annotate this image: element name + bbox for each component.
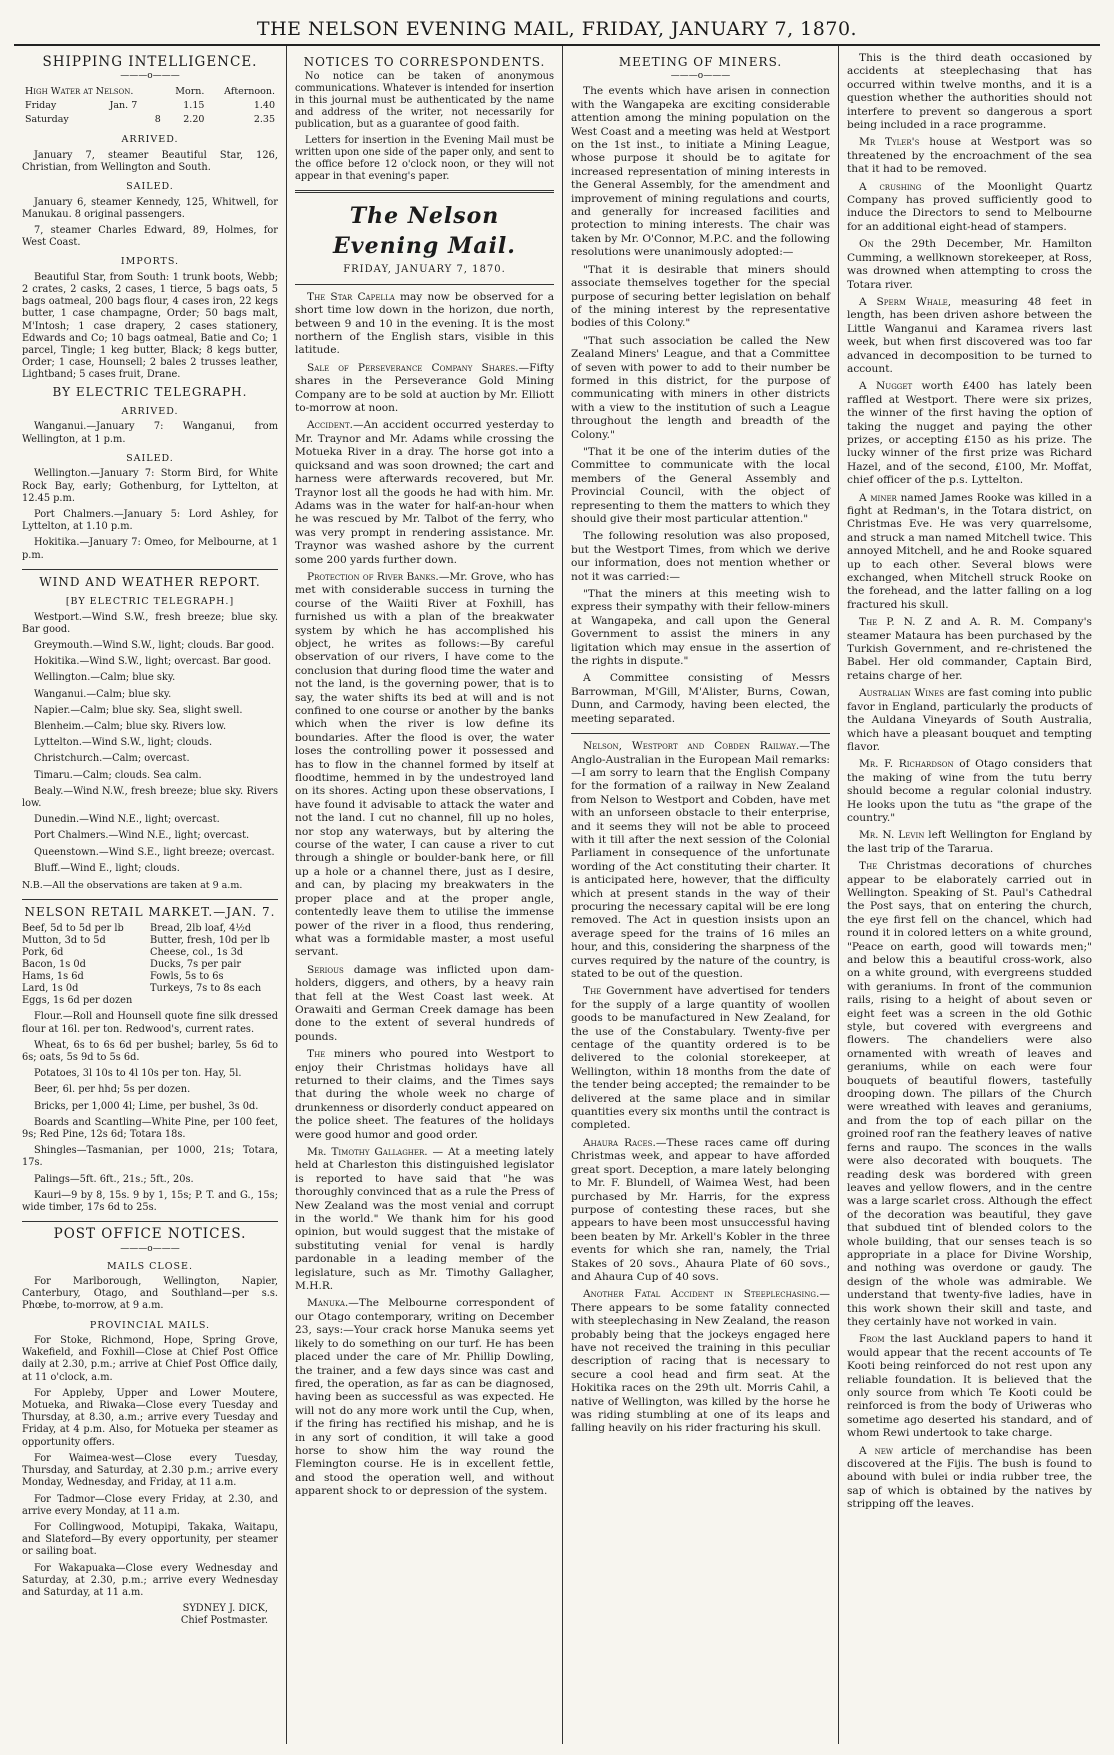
column-2 xyxy=(286,46,562,1744)
market-item: Cheese, col., 1s 3d xyxy=(150,947,244,959)
tide-after: 2.35 xyxy=(253,114,275,126)
tide-caption: High Water at Nelson. xyxy=(25,86,134,98)
weather-report: Napier.—Calm; blue sky. Sea, slight swell. xyxy=(34,704,243,716)
news-paragraph xyxy=(847,181,1092,235)
news-paragraph xyxy=(847,52,1092,132)
market-prices xyxy=(22,923,278,1007)
mail-entry: For Wakapuaka—Close every Wednesday and Saturday, at 2.30, p.m.; arrive every Wednesday and Saturday, at 11 a.m. xyxy=(22,1562,278,1598)
signature xyxy=(22,1603,278,1627)
paragraph-lead: The xyxy=(859,616,878,629)
correspondents-para: No notice can be taken of anonymous communications. Whatever is intended for insertion in this journal must be authenticated by the name and address of the writer, not necessarily for publication, but as a guarantee of good faith. xyxy=(295,71,554,131)
news-paragraph xyxy=(571,1137,830,1284)
rule-ornament: ———o——— xyxy=(120,71,180,82)
news-paragraph xyxy=(847,296,1092,376)
imports-label: IMPORTS. xyxy=(120,256,180,268)
paragraph-body: P. N. Z and A. R. M. Company's steamer Mataura has been purchased by the Turkish Government, and re-christened the Babel. Her old commander, Captain Bird, retains charge of her. xyxy=(847,616,1092,682)
market-note: Boards and Scantling—White Pine, per 100 feet, 9s; Red Pine, 12s 6d; Totara 18s. xyxy=(22,1116,278,1141)
tide-after: 1.40 xyxy=(253,100,275,112)
market-notes xyxy=(22,1011,278,1214)
news-paragraph xyxy=(295,964,554,1044)
paragraph-body: Government have advertised for tenders for the supply of a large quantity of woollen goods to be manufactured in New Zealand, for the use of the Constabulary. Twenty-five per centage of the quantity ordered is to be delivered to the colonial storekeeper, at Wellington, within 18 months from the date of the tender being accepted; the remainder to be delivered at the same place and in similar quantities every six months until the contract is completed. xyxy=(571,985,830,1132)
tel-arrived-label: ARRIVED. xyxy=(121,406,179,418)
tide-row xyxy=(22,99,278,113)
news-paragraph xyxy=(571,740,830,981)
news-paragraph xyxy=(295,1048,554,1142)
news-paragraph xyxy=(571,1288,830,1435)
miners-para: The events which have arisen in connection with the Wangapeka are exciting considerable attention among the mining population on the West Coast and a meeting was held at Westport on the 1st inst., to initiate a Mining League, whose purpose it should be to agitate for increased representation of mining interests in the General Assembly, for the amendment and improvement of mining regulations and courts, and generally for increased facilities and protection to mining interests. The chair was taken by Mr. O'Connor, M.P.C. and the following resolutions were unanimously adopted:— xyxy=(571,85,830,259)
masthead: THE NELSON EVENING MAIL, FRIDAY, JANUARY 7, 1870. xyxy=(14,14,1100,46)
paragraph-lead: The xyxy=(307,1048,326,1061)
market-item: Ducks, 7s per pair xyxy=(150,959,242,971)
column-3 xyxy=(562,46,838,1744)
weather-report: Lyttelton.—Wind S.W., light; clouds. xyxy=(34,737,213,749)
tel-arrived-entry: Wanganui.—January 7: Wanganui, from Wellington, at 1 p.m. xyxy=(22,421,278,445)
weather-report: Hokitika.—Wind S.W., light; overcast. Bar good. xyxy=(34,656,272,668)
weather-report: Westport.—Wind S.W., fresh breeze; blue sky. Bar good. xyxy=(22,611,278,635)
column-4 xyxy=(838,46,1100,1744)
market-list-left xyxy=(22,923,150,1007)
weather-report: Blenheim.—Calm; blue sky. Rivers low. xyxy=(34,720,227,732)
paragraph-body: article of merchandise has been discovered at the Fijis. The bush is found to abound with bulei or india rubber tree, the sap of which is obtained by the natives by stripping off the leaves. xyxy=(847,1444,1092,1511)
market-list-right xyxy=(150,923,278,1007)
miners-article xyxy=(571,85,830,726)
paragraph-body: —These races came off during Christmas week, and appear to have afforded great sport. Deception, a mare lately belonging to Mr. F. Blundell, of Waimea West, had been purchased by Mr. Harris, for the express purpose of contesting these races, but she appears to have been most unsuccessful having been beaten by Mr. Arkell's Kobler in the three events for which she ran, namely, the Trial Stakes of 20 sovs., Ahaura Plate of 60 sovs., and Ahaura Cup of 40 sovs. xyxy=(571,1136,830,1283)
mail-entry: For Appleby, Upper and Lower Moutere, Motueka, and Riwaka—Close every Tuesday and Thursday, at 8.30, a.m.; arrive every Tuesday and Friday, at 4 p.m. Also, for Motueka per steamer as opportunity offers. xyxy=(22,1387,278,1448)
market-note: Bricks, per 1,000 4l; Lime, per bushel, 3s 0d. xyxy=(34,1100,259,1112)
paragraph-body: —An accident occurred yesterday to Mr. Traynor and Mr. Adams while crossing the Motueka River in a dray. The horse got into a quicksand and was soon drowned; the cart and harness were afterwards recovered, but Mr. Traynor lost all the goods he had with him. Mr. Adams was in the water for half-an-hour when he was rescued by Mr. Talbot of the ferry, who was very prompt in rendering assistance. Mr. Traynor was washed ashore by the current some 200 yards further down. xyxy=(295,419,554,566)
rule-ornament: ———o——— xyxy=(120,1243,180,1254)
column-2-articles xyxy=(295,291,554,1499)
market-note: Shingles—Tasmanian, per 1000, 21s; Totara, 17s. xyxy=(22,1145,278,1169)
mails-close-label: MAILS CLOSE. xyxy=(106,1260,193,1272)
tide-date: Jan. 7 xyxy=(109,100,138,112)
miners-heading: MEETING OF MINERS. xyxy=(618,55,783,69)
news-paragraph xyxy=(295,291,554,358)
market-item: Lard, 1s 0d xyxy=(22,983,79,995)
mail-entry: For Tadmor—Close every Friday, at 2.30, and arrive every Monday, at 11 a.m. xyxy=(22,1493,278,1517)
paragraph-lead: A miner xyxy=(859,491,897,504)
paragraph-body: —There appears to be some fatality connected with steeplechasing in New Zealand, the reason probably being that the jockeys engaged here have not received the training in this peculiar description of racing that is necessary to secure a cool head and firm seat. At the Hokitika races on the 29th ult. Morris Cahil, a native of Wellington, was killed by the horse he was riding stumbling at one of its leaps and falling heavily on his rider fracturing his skull. xyxy=(571,1288,830,1435)
paragraph-body: of the Moonlight Quartz Company has proved sufficiently good to induce the Directors to send to Melbourne for an additional eight-head of stampers. xyxy=(847,180,1092,233)
tide-col-afternoon: Afternoon. xyxy=(224,86,275,98)
paragraph-lead: The xyxy=(583,985,602,998)
news-paragraph xyxy=(847,238,1092,292)
market-note: Flour.—Roll and Hounsell quote fine silk dressed flour at 16l. per ton. Redwood's, current rates. xyxy=(22,1011,278,1035)
paragraph-lead: Another Fatal Accident in Steeplechasing. xyxy=(583,1288,820,1301)
tel-sailed-label: SAILED. xyxy=(126,452,174,464)
paragraph-lead: Mr. N. Levin xyxy=(859,829,925,842)
market-item: Pork, 6d xyxy=(22,947,64,959)
mail-entry: For Stoke, Richmond, Hope, Spring Grove, Wakefield, and Foxhill—Close at Chief Post Office daily at 2.30, p.m.; arrive at Chief Post Office daily, at 11 o'clock, a.m. xyxy=(22,1335,278,1383)
paragraph-body: —The Melbourne correspondent of our Otago contemporary, writing on December 23, says:—Your crack horse Manuka seems yet likely to do something on our turf. He has been placed under the care of Mr. Phillip Dowling, the trainer, and a few days since was cast and fired, the operation, as far as can be diagnosed, having been as successful as was expected. He will not do any more work until the Cup, when, if the firing has rectified his mishap, and he is in any sort of condition, it will take a good horse to show him the way round the Flemington course. He is in excellent fettle, and stood the operation well, and without apparent shock to or depression of the system. xyxy=(295,1297,554,1498)
tel-sailed-entry: Wellington.—January 7: Storm Bird, for White Rock Bay, early; Gothenburg, for Lyttelton, at 12.45 p.m. xyxy=(22,468,278,504)
divider xyxy=(22,1221,278,1222)
news-paragraph xyxy=(847,860,1092,1329)
weather-report: Bealy.—Wind N.W., fresh breeze; blue sky. Rivers low. xyxy=(22,785,278,809)
paragraph-lead: On xyxy=(859,238,874,251)
news-paragraph xyxy=(847,687,1092,754)
weather-note: N.B.—All the observations are taken at 9 a.m. xyxy=(22,879,243,891)
provincial-label: PROVINCIAL MAILS. xyxy=(89,1319,211,1331)
weather-report: Wanganui.—Calm; blue sky. xyxy=(34,688,172,700)
sailed-label: SAILED. xyxy=(126,181,174,193)
market-note: Kauri—9 by 8, 15s. 9 by 1, 15s; P. T. and G., 15s; wide timber, 17s 6d to 25s. xyxy=(22,1189,278,1214)
paragraph-body: —Fifty shares in the Perseverance Gold Mining Company are to be sold at auction by Mr. Elliott to-morrow at noon. xyxy=(295,361,554,415)
divider xyxy=(22,899,278,900)
paragraph-lead: A crushing xyxy=(859,180,922,193)
rule-ornament: ———o——— xyxy=(670,71,731,82)
tide-row xyxy=(22,113,278,127)
provincial-mails xyxy=(22,1335,278,1599)
market-note: Wheat, 6s to 6s 6d per bushel; barley, 5s 6d to 6s; oats, 5s 9d to 5s 6d. xyxy=(22,1039,278,1063)
market-item: Bread, 2lb loaf, 4½d xyxy=(150,923,252,935)
paragraph-body: named James Rooke was killed in a fight at Redman's, in the Totara district, on Christmas Eve. He was very quarrelsome, and struck a man named Mitchell twice. This annoyed Mitchell, and he and Rooke squared up to each other. Several blows were exchanged, when Mitchell struck Rooke on the forehead, and the latter falling on a log fractured his skull. xyxy=(847,491,1092,611)
paragraph-body: — At a meeting lately held at Charleston this distinguished legislator is reported to have said that "he was thoroughly convinced that as a rule the Press of New Zealand was the most venial and corrupt in the world." We thank him for his good opinion, but would suggest that the mistake of substituting venial for venal is hardly pardonable in a leading member of the legislature, such as Mr. Timothy Gallagher, M.H.R. xyxy=(295,1146,555,1293)
tide-col-morn: Morn. xyxy=(175,86,205,98)
weather-report: Timaru.—Calm; clouds. Sea calm. xyxy=(34,769,202,781)
miners-para: A Committee consisting of Messrs Barrowman, M'Gill, M'Alister, Burns, Cowan, Dunn, and Carmody, having been elected, the meeting separated. xyxy=(571,672,830,725)
arrived-label: ARRIVED. xyxy=(121,134,179,146)
paragraph-body: are fast coming into public favor in England, particularly the products of the Auldana Vineyards of South Australia, which have a pleasant bouquet and tempting flavor. xyxy=(847,687,1092,753)
weather-heading: WIND AND WEATHER REPORT. xyxy=(39,574,261,589)
paragraph-body: Christmas decorations of churches appear to be elaborately carried out in Wellington. Speaking of St. Paul's Cathedral the Post says, that on entering the church, the eye first fell on the chancel, which had round it in colored letters on a white ground, "Peace on earth, good will towards men;" and below this a beautiful cross-work, also on a white ground, with evergreens studded with geraniums. In front of the communion rails, rising to a height of about seven or eight feet was a screen in the old Gothic style, but covered with evergreens and flowers. The chandeliers were also ornamented with wreath of leaves and geraniums, while on each were four bouquets of beautiful flowers, tastefully drooping down. The pillars of the Church were wreathed with leaves and geraniums, and from the top of each pillar on the groined roof ran the feathery leaves of native ferns and raupo. The sconces in the walls were also decorated with bouquets. The reading desk was bordered with green leaves and yellow flowers, and in the centre was a large scarlet cross. Although the effect of the decoration was beautiful, they gave that subdued tint of blended colors to the whole building, that our senses teach is so appropriate in a place for Divine Worship, and nothing was overdone or gaudy. The design of the whole was admirable. We understand that twenty-five ladies, have in this work shown their skill and taste, and they certainly have not worked in vain. xyxy=(847,860,1092,1328)
tide-date: 8 xyxy=(154,114,161,126)
columns xyxy=(14,46,1100,1744)
divider xyxy=(295,284,554,285)
paragraph-lead: Serious xyxy=(307,963,344,976)
weather-reports xyxy=(22,612,278,875)
weather-report: Wellington.—Calm; blue sky. xyxy=(34,672,176,684)
news-paragraph xyxy=(847,758,1092,825)
paragraph-lead: Mr Tyler's xyxy=(859,136,920,149)
paragraph-body: This is the third death occasioned by accidents at steeplechasing that has occurred within twelve months, and it is a question whether the authorities should not interfere to prevent so dangerous a sport being included in a race programme. xyxy=(847,52,1092,132)
paragraph-body: —The Anglo-Australian in the European Mail remarks:—I am sorry to learn that the English Company for the formation of a railway in New Zealand from Nelson to Westport and Cobden, have met with an unforseen obstacle to their enterprise, and it seems they will not be able to proceed with it till after the next session of the Colonial Parliament in consequence of the unfortunate wording of the Act constituting their charter. It is anticipated here, however, that the difficulty which at present stands in the way of their procuring the necessary capital will be ere long removed. The Act in question insists upon an average speed for the trains of 16 miles an hour, and this, considering the sharpness of the curves required by the nature of the country, is stated to be out of the question. xyxy=(571,740,830,980)
correspondents-heading: NOTICES TO CORRESPONDENTS. xyxy=(303,55,546,69)
paragraph-lead: A Nugget xyxy=(859,380,913,393)
market-note: Potatoes, 3l 10s to 4l 10s per ton. Hay, 5l. xyxy=(34,1068,242,1080)
sailed-entry: January 6, steamer Kennedy, 125, Whitwell, for Manukau. 8 original passengers. xyxy=(22,196,278,220)
market-item: Butter, fresh, 10d per lb xyxy=(150,935,270,947)
arrived-entry: January 7, steamer Beautiful Star, 126, Christian, from Wellington and South. xyxy=(22,149,278,174)
news-paragraph xyxy=(847,380,1092,487)
paragraph-body: the 29th December, Mr. Hamilton Cumming, a wellknown storekeeper, at Ross, was drowned when attempting to cross the Totara river. xyxy=(847,238,1092,291)
imports-entry: Beautiful Star, from South: 1 trunk boots, Webb; 2 crates, 2 casks, 2 cases, 1 tierce, 5 bags oats, 5 bags oatmeal, 200 bags flour, 4 cases iron, 22 kegs butter, 1 case champagne, Order; 50 bags malt, M'Intosh; 1 case drapery, 2 cases stationery, Edwards and Co; 10 bags oatmeal, Batie and Co; 1 parcel, Tingle; 1 keg butter, Black; 8 kegs butter, Order; 1 case, Hounsell; 2 bales 2 trusses leather, Lightband; 5 cases fruit, Drane. xyxy=(22,271,278,381)
weather-report: Bluff.—Wind E., light; clouds. xyxy=(34,862,180,874)
miners-para: "That it is desirable that miners should associate themselves together for the special purpose of securing better legislation on behalf of the mining interest by the representative bodies of this Colony." xyxy=(571,263,830,330)
signature-title: Chief Postmaster. xyxy=(180,1615,268,1627)
post-heading: POST OFFICE NOTICES. xyxy=(53,1226,247,1243)
weather-report: Port Chalmers.—Wind N.E., light; overcast. xyxy=(34,830,250,842)
news-paragraph xyxy=(295,419,554,566)
paragraph-body: worth £400 has lately been raffled at Westport. There were six prizes, the winner of the first having the option of taking the nugget and paying the other prizes, or accepting £150 as his prize. The lucky winner of the first prize was Richard Hazel, and of the second, £100, Mr. Moffat, chief officer of the p.s. Lyttelton. xyxy=(847,380,1092,487)
column-4-articles xyxy=(847,52,1092,1512)
paragraph-lead: From xyxy=(859,1333,885,1346)
paragraph-lead: Sale of Perseverance Company Shares. xyxy=(307,361,519,374)
weather-report: Greymouth.—Wind S.W., light; clouds. Bar good. xyxy=(34,639,275,651)
tide-morn: 2.20 xyxy=(183,114,205,126)
column-1 xyxy=(14,46,286,1744)
market-item: Hams, 1s 6d xyxy=(22,971,84,983)
paragraph-lead: A new xyxy=(859,1444,894,1457)
paragraph-body: measuring 48 feet in length, has been driven ashore between the Little Wanganui and Karamea rivers last week, but when first discovered was too far advanced in decomposition to be turned to account. xyxy=(847,295,1092,375)
news-paragraph xyxy=(847,1445,1092,1512)
mail-entry: For Collingwood, Motupipi, Takaka, Waitapu, and Slateford—By every opportunity, per steamer or sailing boat. xyxy=(22,1521,278,1558)
divider xyxy=(295,190,554,193)
tide-day: Friday xyxy=(25,100,57,112)
paragraph-body: of Otago considers that the making of wine from the tutu berry should become a regular colonial industry. He looks upon the tutu as "the grape of the country." xyxy=(847,758,1092,824)
paragraph-body: left Wellington for England by the last trip of the Tararua. xyxy=(847,829,1092,855)
news-paragraph xyxy=(847,829,1092,856)
miners-para: "That it be one of the interim duties of the Committee to communicate with the local members of the General Assembly and Provincial Council, with the object of representing to them the matters to which they should give their most particular attention." xyxy=(571,445,830,525)
paragraph-lead: Australian Wines xyxy=(859,687,945,700)
market-note: Beer, 6l. per hhd; 5s per dozen. xyxy=(34,1084,191,1096)
paragraph-body: house at Westport was so threatened by the encroachment of the sea that it had to be removed. xyxy=(847,136,1092,176)
tide-table xyxy=(22,85,278,127)
paragraph-lead: The Star Capella xyxy=(307,290,395,303)
news-paragraph xyxy=(847,492,1092,613)
paragraph-lead: Mr. Timothy Gallagher. xyxy=(307,1146,428,1158)
news-paragraph xyxy=(847,1333,1092,1440)
tide-day: Saturday xyxy=(25,114,69,126)
paragraph-lead: Nelson, Westport and Cobden Railway. xyxy=(583,740,800,753)
weather-report: Dunedin.—Wind N.E., light; overcast. xyxy=(34,814,220,826)
paragraph-lead: Protection of River Banks. xyxy=(307,570,439,583)
paragraph-body: damage was inflicted upon dam-holders, diggers, and others, by a heavy rain that fell at the West Coast last week. At Orawaiti and German Creek damage has been done to the extent of several hundreds of pounds. xyxy=(295,963,554,1043)
market-item: Mutton, 3d to 5d xyxy=(22,935,106,947)
market-item: Bacon, 1s 0d xyxy=(22,959,86,971)
shipping-heading: SHIPPING INTELLIGENCE. xyxy=(42,54,258,70)
news-paragraph xyxy=(847,616,1092,683)
paper-nameplate: The Nelson Evening Mail. xyxy=(333,203,516,260)
market-item: Beef, 5d to 5d per lb xyxy=(22,923,124,935)
tel-sailed-entry: Port Chalmers.—January 5: Lord Ashley, for Lyttelton, at 1.10 p.m. xyxy=(22,508,278,533)
dateline: FRIDAY, JANUARY 7, 1870. xyxy=(343,264,506,276)
mail-entry: For Marlborough, Wellington, Napier, Canterbury, Otago, and Southland—per s.s. Phœbe, to-morrow, at 9 a.m. xyxy=(22,1276,278,1312)
column-3-articles xyxy=(571,740,830,1436)
divider xyxy=(571,733,830,734)
weather-report: Queenstown.—Wind S.E., light breeze; overcast. xyxy=(34,846,275,858)
news-paragraph xyxy=(847,136,1092,176)
news-paragraph xyxy=(295,571,554,960)
news-paragraph xyxy=(571,985,830,1132)
paragraph-lead: Accident. xyxy=(307,419,354,432)
miners-para: The following resolution was also proposed, but the Westport Times, from which we derive our information, does not mention whether or not it was carried:— xyxy=(571,530,830,583)
market-item: Eggs, 1s 6d per dozen xyxy=(22,995,133,1007)
correspondents-para: Letters for insertion in the Evening Mail must be written upon one side of the paper only, and sent to the office before 12 o'clock noon, or they will not appear in that evening's paper. xyxy=(295,135,554,183)
correspondents-notices xyxy=(295,71,554,183)
market-note: Palings—5ft. 6ft., 21s.; 5ft., 20s. xyxy=(34,1173,194,1185)
paragraph-body: the last Auckland papers to hand it would appear that the recent accounts of Te Kooti being reinforced do not rest upon any reliable foundation. It is believed that the only source from which Te Kooti could be reinforced is from the body of Uriweras who sometime ago deserted his standard, and of whom Rewi undertook to take charge. xyxy=(847,1333,1092,1440)
mail-entry: For Waimea-west—Close every Tuesday, Thursday, and Saturday, at 2.30 p.m.; arrive every Monday, Wednesday, and Friday, at 11 a.m. xyxy=(22,1452,278,1489)
paragraph-lead: Ahaura Races. xyxy=(583,1136,656,1149)
tel-sailed-entry: Hokitika.—January 7: Omeo, for Melbourne, at 1 p.m. xyxy=(22,537,278,561)
miners-para: "That such association be called the New Zealand Miners' League, and that a Committee of seven with power to add to their number be formed in this district, for the purpose of communicating with miners in other districts with a view to the institution of such a League throughout the length and breadth of the Colony." xyxy=(571,334,830,441)
market-item: Fowls, 5s to 6s xyxy=(150,971,224,983)
sailed-entry: 7, steamer Charles Edward, 89, Holmes, for West Coast. xyxy=(22,225,278,249)
signature-name: SYDNEY J. DICK, xyxy=(182,1603,268,1615)
news-paragraph xyxy=(295,362,554,416)
tide-morn: 1.15 xyxy=(183,100,205,112)
telegraph-heading: BY ELECTRIC TELEGRAPH. xyxy=(52,384,248,399)
paragraph-body: may now be observed for a short time low down in the horizon, due north, between 9 and 10 in the evening. It is the most northern of the English stars, visible in this latitude. xyxy=(295,290,555,357)
market-heading: NELSON RETAIL MARKET.—JAN. 7. xyxy=(24,904,276,919)
paragraph-lead: Manuka. xyxy=(307,1297,349,1310)
weather-report: Christchurch.—Calm; overcast. xyxy=(34,753,190,765)
weather-subheading: [BY ELECTRIC TELEGRAPH.] xyxy=(65,596,235,608)
news-paragraph xyxy=(295,1146,554,1293)
news-paragraph xyxy=(295,1297,554,1498)
paragraph-body: —Mr. Grove, who has met with considerable success in turning the course of the Waiiti River at Foxhill, has furnished us with a plan of the breakwater system by which he has accomplished his object, he writes as follows:—By careful observation of our rivers, I have come to the conclusion that during flood time the water and not the land, is the governing power, that is to say, the water shifts its bed at will and is not confined to one course or another by the banks which when the river is low define its boundaries. After the flood is over, the water loses the controlling power it possessed and has to flow in the channel formed by itself at floodtime, hemmed in by the undestroyed land on its shores. Acting upon these observations, I have found it advisable to attack the water and not the land. I cut no channel, fill up no holes, nor stop any waterways, but by altering the course of the water, I can cause a river to cut through a shingle or boulder-bank here, or fill up a hole or a channel there, just as I desire, and can, by placing my breakwaters in the proper place and at the proper angle, contentedly leave them to utilise the immense power of the river in a flood, thus rendering, what was a formidable master, a most useful servant. xyxy=(295,570,554,959)
divider xyxy=(22,569,278,570)
paragraph-lead: The xyxy=(859,860,878,873)
paragraph-lead: Mr. F. Richardson xyxy=(859,758,954,771)
miners-para: "That the miners at this meeting wish to express their sympathy with their fellow-miners at Wangapeka, and call upon the General Government to assist the miners in any ligitation which may ensue in the assertion of the rights in dispute." xyxy=(571,588,830,668)
market-item: Turkeys, 7s to 8s each xyxy=(150,983,262,995)
paragraph-lead: A Sperm Whale, xyxy=(859,295,952,308)
paragraph-body: miners who poured into Westport to enjoy their Christmas holidays have all returned to their claims, and the Times says that during the whole week no charge of drunkenness or disorderly conduct appeared on the police sheet. The features of the holidays were good humor and good order. xyxy=(295,1048,554,1141)
